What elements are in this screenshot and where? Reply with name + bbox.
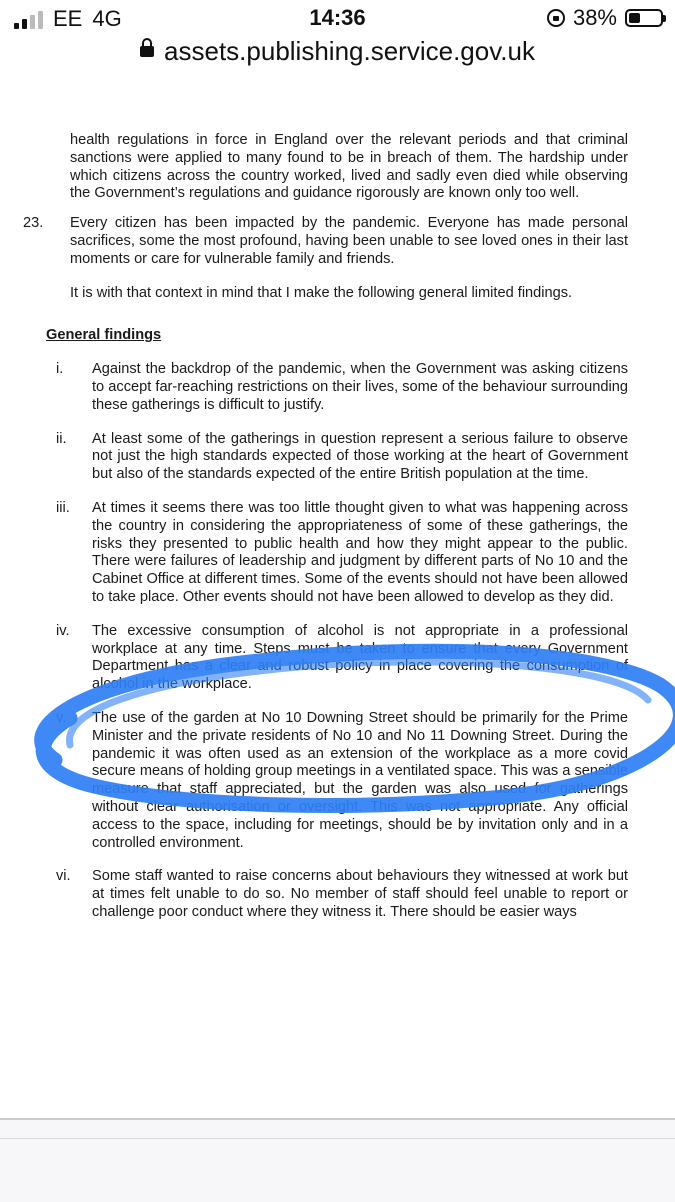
finding-number: ii. [56,430,67,447]
section-heading: General findings [46,327,162,344]
document-page [23,132,628,922]
pdf-viewer[interactable] [0,80,675,1105]
finding-item [46,500,628,607]
finding-item-highlighted [46,623,628,694]
finding-item [46,361,628,414]
finding-number: vi. [56,868,71,885]
battery-icon [625,9,663,27]
status-bar [0,0,675,38]
rotation-lock-icon [547,9,565,27]
url-text[interactable]: assets.publishing.service.gov.uk [164,36,535,66]
paragraph-23-sub: It is with that context in mind that I make the following general limited findings. [70,284,573,301]
finding-text: Some staff wanted to raise concerns about behaviours they witnessed at work but at times felt unable to do so. No member of staff should feel unable to report or challenge poor conduct where they witness it. There should be easier ways [92,868,628,920]
finding-number: i. [56,361,64,378]
toolbar-divider [0,1138,675,1139]
paragraph-23 [23,215,628,268]
paragraph-text: Every citizen has been impacted by the pandemic. Everyone has made personal sacrifices, some the most profound, having been unable to see loved ones in their last moments or care for vulnerable family and friends. [70,215,628,267]
battery-percent: 38% [572,5,617,30]
finding-text: The excessive consumption of alcohol is not appropriate in a professional workplace at any time. Steps must be taken to ensure that every Government Department has a clear and robust policy in place covering the consumption of alcohol in the workplace. [92,622,628,693]
status-right [547,5,663,31]
finding-number: v. [56,709,67,726]
finding-text: The use of the garden at No 10 Downing Street should be primarily for the Prime Minister and the private residents of No 10 and No 11 Downing Street. During the pandemic it was often used as an extension of the workplace as a more covid secure means of holding group meetings in a ventilated space. This was a sensible measure that staff appreciated, but the garden was also used for gatherings without clear authorisation or oversight. This was not appropriate. Any official access to the space, including for meetings, should be by invitation only and in a controlled environment. [92,709,628,851]
finding-text: At least some of the gatherings in question represent a serious failure to observe not just the high standards expected of those working at the heart of Government but also of the standards expected of the entire British population at the time. [92,430,628,483]
finding-number: iv. [56,622,70,639]
finding-number: iii. [56,499,70,516]
finding-text: Against the backdrop of the pandemic, when the Government was asking citizens to accept far-reaching restrictions on their lives, some of the behaviour surrounding these gatherings is difficult to justify. [92,361,628,413]
clock: 14:36 [309,5,366,30]
finding-text: At times it seems there was too little thought given to what was happening across the country in considering the appropriateness of some of these gatherings, the risks they presented to public health and how they might appear to the public. There were failures of leadership and judgment by different parts of No 10 and the Cabinet Office at different times. Some of the events should not have been allowed to take place. Other events should not have been allowed to develop as they did. [92,499,628,605]
network-label: 4G [92,6,122,31]
padlock-icon [140,46,154,57]
browser-bottom-toolbar [0,1118,675,1202]
carrier-label: EE [53,6,83,31]
battery-fill [629,13,640,23]
paragraph-continued: health regulations in force in England over the relevant periods and that criminal sanctions were applied to many found to be in breach of them. The hardship under which citizens across the country worked, lived and sadly even died while observing the Government’s regulations and guidance rigorously are known only too well. [70,132,628,202]
finding-item [46,710,628,852]
finding-item [46,431,628,484]
finding-item [46,868,628,921]
paragraph-number: 23. [23,215,44,232]
address-bar[interactable] [0,36,675,74]
